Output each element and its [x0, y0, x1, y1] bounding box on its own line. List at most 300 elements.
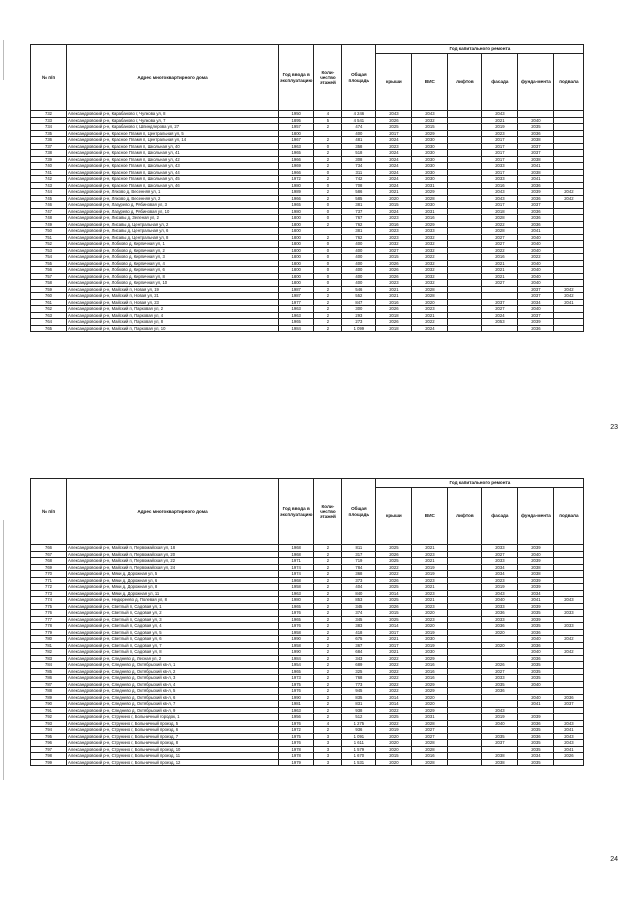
cell-number: 781 [31, 642, 67, 649]
cell-roof: 2015 [376, 753, 412, 760]
cell-foundation: 2040 [518, 681, 554, 688]
cell-number: 757 [31, 273, 67, 280]
cell-vis: 2030 [412, 169, 448, 176]
cell-foundation: 2036 [518, 215, 554, 222]
cell-roof: 2017 [376, 629, 412, 636]
cell-facade: 2017 [482, 143, 518, 150]
cell-basement: 2026 [554, 753, 584, 760]
cell-year: 1966 [279, 156, 314, 163]
cell-year: 1984 [279, 325, 314, 332]
cell-facade: 2024 [482, 312, 518, 319]
cell-address: Александровский р-н, Майский п, Парковая ул, 10 [67, 325, 279, 332]
cell-vis: 2023 [412, 603, 448, 610]
cell-floors: 2 [314, 668, 342, 675]
cell-vis: 2032 [412, 267, 448, 274]
cell-area: 512 [342, 714, 376, 721]
cell-number: 798 [31, 753, 67, 760]
cell-foundation: 2041 [518, 163, 554, 170]
cell-year: 1980 [279, 182, 314, 189]
cell-address: Александровский р-н, Майский п, Новая ул, 21 [67, 293, 279, 300]
cell-roof: 2018 [376, 312, 412, 319]
cell-area: 734 [342, 163, 376, 170]
cell-vis: 2022 [412, 254, 448, 261]
cell-address: Александровский р-н, Красное Пламя п, Школьная ул, 41 [67, 150, 279, 157]
cell-roof: 2025 [376, 545, 412, 552]
cell-area: 383 [342, 623, 376, 630]
cell-vis: 2030 [412, 163, 448, 170]
cell-vis: 2031 [412, 714, 448, 721]
cell-facade: 2053 [482, 319, 518, 326]
cell-area: 400 [342, 267, 376, 274]
cell-area: 737 [342, 208, 376, 215]
cell-floors: 2 [314, 221, 342, 228]
cell-number: 762 [31, 306, 67, 313]
cell-address: Александровский р-н, Следнево д, Октябрьский кв-л, 6 [67, 694, 279, 701]
cell-address: Александровский р-н, Лобково д, Кирпичная ул, 2 [67, 247, 279, 254]
cell-year: 1895 [279, 117, 314, 124]
cell-vis: 2023 [412, 551, 448, 558]
cell-floors: 0 [314, 215, 342, 222]
cell-foundation: 2041 [518, 176, 554, 183]
cell-address: Александровский р-н, Майский п, Первомайская ул, 24 [67, 564, 279, 571]
cell-year: 1800 [279, 267, 314, 274]
cell-floors: 3 [314, 759, 342, 766]
cell-roof: 2024 [376, 150, 412, 157]
cell-number: 777 [31, 616, 67, 623]
cell-area: 1 611 [342, 740, 376, 747]
cell-area: 689 [342, 662, 376, 669]
page-number: 24 [610, 856, 618, 863]
cell-foundation: 2037 [518, 293, 554, 300]
cell-foundation: 2038 [518, 169, 554, 176]
cell-floors: 0 [314, 247, 342, 254]
cell-year: 1965 [279, 319, 314, 326]
cell-vis: 2019 [412, 564, 448, 571]
cell-area: 1 579 [342, 746, 376, 753]
cell-year: 1990 [279, 649, 314, 656]
cell-address: Александровский р-н, Лисавы д, Центральная ул, 2 [67, 221, 279, 228]
cell-foundation: 2036 [518, 325, 554, 332]
cell-roof: 2016 [376, 299, 412, 306]
cell-address: Александровский р-н, Следнево д, Октябрьский кв-л, 2 [67, 668, 279, 675]
table-row [31, 325, 584, 332]
cell-vis: 2027 [412, 727, 448, 734]
cell-area: 343 [342, 655, 376, 662]
cell-roof: 2021 [376, 293, 412, 300]
header-basement: подвала [554, 488, 584, 545]
cell-address: Александровский р-н, Ляхово д, Весенняя ул, 2 [67, 195, 279, 202]
cell-year: 1976 [279, 688, 314, 695]
cell-roof: 2020 [376, 746, 412, 753]
cell-address: Александровский р-н, Карабаново г, Чулкова ул, 8 [67, 111, 279, 118]
cell-foundation: 2035 [518, 124, 554, 131]
cell-roof: 2022 [376, 668, 412, 675]
cell-roof: 2022 [376, 662, 412, 669]
cell-vis: 2015 [412, 124, 448, 131]
cell-facade: 2019 [482, 584, 518, 591]
cell-basement: 2037 [554, 701, 584, 708]
cell-vis: 2020 [412, 623, 448, 630]
cell-roof: 2023 [376, 228, 412, 235]
cell-area: 400 [342, 254, 376, 261]
cell-foundation: 2039 [518, 584, 554, 591]
cell-floors: 2 [314, 590, 342, 597]
cell-area: 773 [342, 681, 376, 688]
header-address: Адрес многоквартирного дома [67, 479, 279, 545]
cell-roof: 2026 [376, 117, 412, 124]
cell-address: Александровский р-н, Красное Пламя п, Школьная ул, 46 [67, 182, 279, 189]
cell-floors: 2 [314, 299, 342, 306]
cell-vis: 2020 [412, 701, 448, 708]
cell-roof: 2022 [376, 681, 412, 688]
cell-vis: 2022 [412, 319, 448, 326]
cell-facade: 2027 [482, 234, 518, 241]
cell-facade: 2037 [482, 299, 518, 306]
cell-floors: 2 [314, 603, 342, 610]
cell-area: 325 [342, 668, 376, 675]
cell-address: Александровский р-н, Недюреево д, Полевая ул, 8 [67, 597, 279, 604]
cell-year: 1978 [279, 753, 314, 760]
cell-basement: 2042 [554, 189, 584, 196]
cell-roof: 2019 [376, 727, 412, 734]
cell-address: Александровский р-н, Майский п, Первомайская ул, 18 [67, 545, 279, 552]
cell-year: 1963 [279, 707, 314, 714]
cell-facade: 2019 [482, 714, 518, 721]
cell-number: 778 [31, 623, 67, 630]
cell-address: Александровский р-н, Следнево д, Октябрьский кв-л, 4 [67, 681, 279, 688]
cell-facade: 2021 [482, 260, 518, 267]
cell-facade: 2022 [482, 221, 518, 228]
cell-number: 768 [31, 558, 67, 565]
cell-facade: 2017 [482, 169, 518, 176]
cell-year: 1976 [279, 720, 314, 727]
cell-area: 936 [342, 727, 376, 734]
cell-year: 1976 [279, 623, 314, 630]
cell-roof: 2023 [376, 143, 412, 150]
cell-address: Александровский р-н, Струнино г, Больничный проезд, 11 [67, 753, 279, 760]
cell-roof: 2014 [376, 590, 412, 597]
cell-floors: 2 [314, 681, 342, 688]
cell-vis: 2023 [412, 616, 448, 623]
cell-foundation: 2036 [518, 221, 554, 228]
cell-floors: 2 [314, 564, 342, 571]
cell-number: 740 [31, 163, 67, 170]
cell-facade: 2036 [482, 688, 518, 695]
cell-foundation: 2037 [518, 312, 554, 319]
cell-area: 311 [342, 169, 376, 176]
cell-facade: 2020 [482, 629, 518, 636]
cell-number: 780 [31, 636, 67, 643]
cell-roof: 2022 [376, 720, 412, 727]
cell-floors: 0 [314, 280, 342, 287]
cell-number: 751 [31, 234, 67, 241]
cell-basement [554, 759, 584, 766]
cell-basement: 2033 [554, 610, 584, 617]
cell-vis: 2032 [412, 260, 448, 267]
cell-foundation: 2036 [518, 629, 554, 636]
cell-year: 1984 [279, 655, 314, 662]
cell-year: 1800 [279, 130, 314, 137]
table-row [31, 759, 584, 766]
cell-foundation: 2035 [518, 662, 554, 669]
cell-floors: 0 [314, 267, 342, 274]
cell-foundation: 2036 [518, 195, 554, 202]
cell-facade: 2035 [482, 733, 518, 740]
cell-year: 1958 [279, 584, 314, 591]
cell-roof: 2021 [376, 189, 412, 196]
cell-area: 381 [342, 228, 376, 235]
cell-year: 1963 [279, 306, 314, 313]
cell-floors: 2 [314, 571, 342, 578]
cell-facade: 2043 [482, 707, 518, 714]
cell-facade: 2043 [482, 111, 518, 118]
header-lift: лифтов [448, 54, 482, 111]
cell-number: 733 [31, 117, 67, 124]
cell-year: 1800 [279, 247, 314, 254]
cell-number: 761 [31, 299, 67, 306]
cell-floors: 0 [314, 208, 342, 215]
cell-number: 774 [31, 597, 67, 604]
cell-year: 1975 [279, 681, 314, 688]
cell-year: 1976 [279, 610, 314, 617]
cell-address: Александровский р-н, Светлый п, Садовая ул, 7 [67, 642, 279, 649]
cell-area: 938 [342, 707, 376, 714]
cell-foundation: 2039 [518, 319, 554, 326]
cell-year: 1800 [279, 280, 314, 287]
cell-year: 1963 [279, 590, 314, 597]
cell-year: 1966 [279, 169, 314, 176]
cell-foundation: 2040 [518, 241, 554, 248]
cell-area: 1 670 [342, 753, 376, 760]
cell-year: 1956 [279, 714, 314, 721]
cell-roof: 2032 [376, 241, 412, 248]
cell-address: Александровский р-н, Мяки д, Дорожная ул, 6 [67, 577, 279, 584]
cell-roof: 2022 [376, 571, 412, 578]
cell-vis: 2021 [412, 545, 448, 552]
header-basement: подвала [554, 54, 584, 111]
cell-year: 1968 [279, 577, 314, 584]
cell-floors: 2 [314, 616, 342, 623]
cell-basement: 2042 [554, 293, 584, 300]
cell-number: 795 [31, 733, 67, 740]
cell-foundation: 2034 [518, 753, 554, 760]
cell-roof: 2026 [376, 577, 412, 584]
header-roof: крыши [376, 54, 412, 111]
cell-roof: 2021 [376, 636, 412, 643]
cell-facade: 2016 [482, 254, 518, 261]
cell-foundation: 2035 [518, 727, 554, 734]
cell-year: 1978 [279, 746, 314, 753]
cell-number: 779 [31, 629, 67, 636]
cell-foundation: 2036 [518, 655, 554, 662]
cell-basement [554, 325, 584, 332]
cell-foundation: 2035 [518, 675, 554, 682]
cell-floors: 2 [314, 312, 342, 319]
cell-vis: 2028 [412, 195, 448, 202]
cell-area: 784 [342, 564, 376, 571]
cell-year: 1800 [279, 234, 314, 241]
cell-roof: 2024 [376, 163, 412, 170]
cell-number: 767 [31, 551, 67, 558]
cell-number: 743 [31, 182, 67, 189]
cell-roof: 2025 [376, 714, 412, 721]
cell-area: 1 275 [342, 720, 376, 727]
cell-number: 753 [31, 247, 67, 254]
cell-year: 1958 [279, 629, 314, 636]
cell-floors: 2 [314, 189, 342, 196]
cell-floors: 3 [314, 746, 342, 753]
cell-area: 719 [342, 558, 376, 565]
cell-area: 708 [342, 182, 376, 189]
cell-facade: 2017 [482, 150, 518, 157]
cell-floors: 2 [314, 319, 342, 326]
cell-address: Александровский р-н, Следнево д, Октябрьский кв-л, 3 [67, 675, 279, 682]
housing-repair-table [30, 478, 584, 766]
cell-foundation: 2040 [518, 247, 554, 254]
cell-roof: 2016 [376, 221, 412, 228]
cell-year: 1800 [279, 215, 314, 222]
cell-address: Александровский р-н, Лазурево д, Рябиновая ул, 10 [67, 208, 279, 215]
cell-number: 794 [31, 727, 67, 734]
cell-address: Александровский р-н, Майский п, Парковая ул, 4 [67, 312, 279, 319]
cell-floors: 2 [314, 727, 342, 734]
cell-area: 404 [342, 584, 376, 591]
cell-vis: 2031 [412, 182, 448, 189]
cell-roof: 2026 [376, 319, 412, 326]
cell-area: 4 541 [342, 117, 376, 124]
cell-floors: 0 [314, 273, 342, 280]
cell-facade: 2043 [482, 590, 518, 597]
cell-floors: 4 [314, 111, 342, 118]
cell-facade: 2038 [482, 759, 518, 766]
cell-floors: 2 [314, 195, 342, 202]
cell-vis: 2032 [412, 273, 448, 280]
header-year: Год ввода в эксплуатацию [279, 479, 314, 545]
cell-facade: 2017 [482, 156, 518, 163]
cell-roof: 2021 [376, 286, 412, 293]
cell-address: Александровский р-н, Лазурево д, Рябиновая ул, 3 [67, 202, 279, 209]
cell-address: Александровский р-н, Светлый п, Садовая ул, 2 [67, 610, 279, 617]
cell-roof: 2024 [376, 156, 412, 163]
cell-year: 1968 [279, 551, 314, 558]
cell-number: 750 [31, 228, 67, 235]
cell-address: Александровский р-н, Следнево д, Октябрьский кв-л, 7 [67, 701, 279, 708]
cell-number: 745 [31, 195, 67, 202]
cell-vis: 2019 [412, 629, 448, 636]
cell-year: 1981 [279, 701, 314, 708]
cell-number: 734 [31, 124, 67, 131]
cell-roof: 2025 [376, 597, 412, 604]
cell-floors: 2 [314, 286, 342, 293]
cell-vis: 2030 [412, 143, 448, 150]
cell-facade: 2019 [482, 124, 518, 131]
cell-area: 742 [342, 176, 376, 183]
cell-roof: 2018 [376, 325, 412, 332]
cell-foundation: 2035 [518, 610, 554, 617]
cell-floors: 2 [314, 655, 342, 662]
cell-address: Александровский р-н, Майский п, Первомайская ул, 22 [67, 558, 279, 565]
cell-facade: 2021 [482, 117, 518, 124]
cell-roof: 2015 [376, 254, 412, 261]
cell-number: 796 [31, 740, 67, 747]
cell-basement: 2043 [554, 740, 584, 747]
cell-vis: 2029 [412, 130, 448, 137]
cell-floors: 2 [314, 701, 342, 708]
cell-year: 1974 [279, 564, 314, 571]
cell-address: Александровский р-н, Майский п, Парковая ул, 2 [67, 306, 279, 313]
cell-floors: 0 [314, 241, 342, 248]
cell-area: 1 531 [342, 759, 376, 766]
cell-vis: 2023 [412, 590, 448, 597]
cell-year: 1800 [279, 254, 314, 261]
cell-address: Александровский р-н, Карабаново г, Шпиндлерова ул, 27 [67, 124, 279, 131]
cell-foundation: 2035 [518, 668, 554, 675]
cell-roof: 2023 [376, 280, 412, 287]
cell-floors: 2 [314, 675, 342, 682]
cell-vis: 2032 [412, 117, 448, 124]
cell-number: 742 [31, 176, 67, 183]
cell-number: 749 [31, 221, 67, 228]
cell-foundation: 2037 [518, 143, 554, 150]
cell-foundation: 2034 [518, 590, 554, 597]
cell-area: 474 [342, 124, 376, 131]
cell-facade: 2040 [482, 597, 518, 604]
cell-roof: 2015 [376, 610, 412, 617]
cell-roof: 2026 [376, 273, 412, 280]
cell-facade: 2033 [482, 603, 518, 610]
cell-facade: 2018 [482, 208, 518, 215]
cell-number: 783 [31, 655, 67, 662]
cell-area: 400 [342, 280, 376, 287]
cell-roof: 2024 [376, 208, 412, 215]
cell-foundation: 2038 [518, 571, 554, 578]
cell-roof: 2022 [376, 655, 412, 662]
cell-number: 787 [31, 681, 67, 688]
cell-foundation: 2036 [518, 642, 554, 649]
cell-basement: 2042 [554, 195, 584, 202]
cell-number: 736 [31, 137, 67, 144]
cell-foundation: 2041 [518, 701, 554, 708]
cell-year: 1800 [279, 228, 314, 235]
cell-basement: 2042 [554, 649, 584, 656]
cell-address: Александровский р-н, Красное Пламя п, Центральная ул, 14 [67, 137, 279, 144]
cell-roof: 2026 [376, 306, 412, 313]
cell-area: 381 [342, 202, 376, 209]
cell-facade: 2043 [482, 189, 518, 196]
cell-area: 840 [342, 590, 376, 597]
cell-foundation: 2040 [518, 551, 554, 558]
cell-number: 786 [31, 675, 67, 682]
cell-area: 847 [342, 299, 376, 306]
cell-roof: 2043 [376, 111, 412, 118]
cell-roof: 2024 [376, 182, 412, 189]
cell-number: 763 [31, 312, 67, 319]
cell-year: 1990 [279, 694, 314, 701]
cell-floors: 2 [314, 137, 342, 144]
cell-address: Александровский р-н, Красное Пламя п, Школьная ул, 44 [67, 169, 279, 176]
cell-foundation: 2038 [518, 564, 554, 571]
cell-year: 1965 [279, 616, 314, 623]
cell-number: 735 [31, 130, 67, 137]
cell-address: Александровский р-н, Струнино г, Больничный городок, 1 [67, 714, 279, 721]
cell-number: 790 [31, 701, 67, 708]
cell-vis: 2024 [412, 325, 448, 332]
cell-vis: 2019 [412, 642, 448, 649]
cell-facade: 2027 [482, 241, 518, 248]
cell-basement: 2041 [554, 746, 584, 753]
cell-area: 767 [342, 215, 376, 222]
cell-floors: 2 [314, 545, 342, 552]
